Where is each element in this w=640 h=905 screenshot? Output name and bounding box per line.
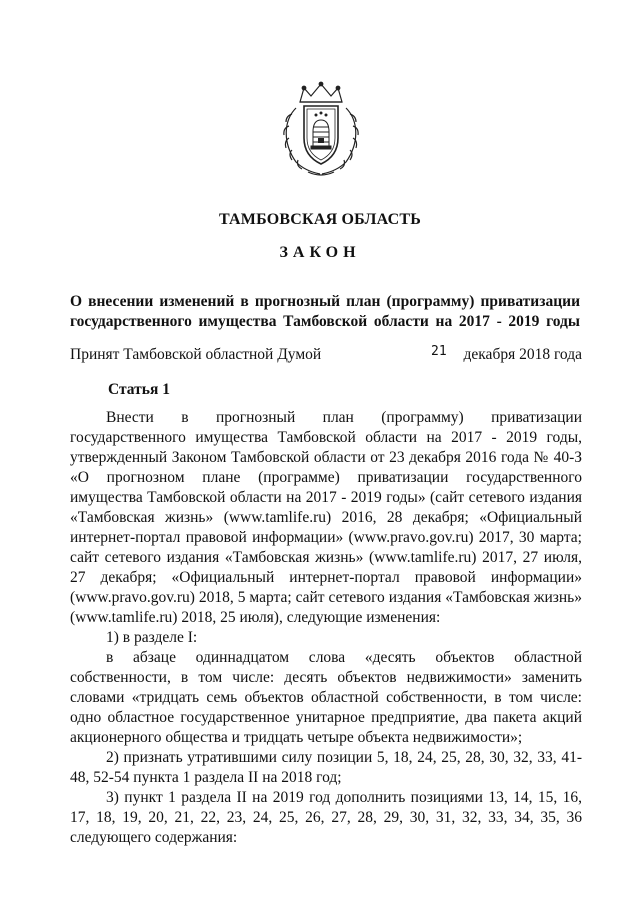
- adoption-label: Принят Тамбовской областной Думой: [70, 346, 322, 363]
- article-body: [70, 408, 582, 848]
- region-heading: ТАМБОВСКАЯ ОБЛАСТЬ: [218, 211, 422, 228]
- adoption-day: 21: [431, 344, 447, 359]
- article-paragraph: 1) в разделе I:: [106, 629, 198, 646]
- law-title: О внесении изменений в прогнозный план (программу) приватизации государственного имущества Тамбовской области на 2017 - 2019 годы: [70, 293, 580, 330]
- coat-of-arms-icon: [278, 80, 364, 178]
- document-type-heading: ЗАКОН: [279, 244, 361, 261]
- article-heading: Статья 1: [108, 381, 170, 398]
- article-paragraph: в абзаце одиннадцатом слова «десять объектов областной собственности, в том числе: десять объектов недвижимости» заменить словами «тридцать семь объектов областной собственности, в том числе: одно областное государственное унитарное предприятие, два пакета акций акционерного общества и тридцать четыре объекта недвижимости»;: [70, 649, 582, 746]
- article-paragraph: 3) пункт 1 раздела II на 2019 год дополнить позициями 13, 14, 15, 16, 17, 18, 19, 20, 21, 22, 23, 24, 25, 26, 27, 28, 29, 30, 31, 32, 33, 34, 35, 36 следующего содержания:: [70, 789, 582, 846]
- adoption-line: [70, 345, 582, 365]
- adoption-month-year: декабря 2018 года: [463, 346, 582, 363]
- article-paragraph: Внести в прогнозный план (программу) приватизации государственного имущества Тамбовской области на 2017 - 2019 годы, утвержденный Законом Тамбовской области от 23 декабря 2016 года № 40-З «О прогнозном плане (программе) приватизации государственного имущества Тамбовской области на 2017 - 2019 годы» (сайт сетевого издания «Тамбовская жизнь» (www.tamlife.ru) 2016, 28 декабря; «Официальный интернет-портал правовой информации» (www.pravo.gov.ru) 2017, 30 марта; сайт сетевого издания «Тамбовская жизнь» (www.tamlife.ru) 2017, 27 июля, 27 декабря; «Официальный интернет-портал правовой информации» (www.pravo.gov.ru) 2018, 5 марта; сайт сетевого издания «Тамбовская жизнь» (www.tamlife.ru) 2018, 25 июля), следующие изменения:: [70, 409, 582, 626]
- article-paragraph: 2) признать утратившими силу позиции 5, 18, 24, 25, 28, 30, 32, 33, 41-48, 52-54 пункта 1 раздела II на 2018 год;: [70, 749, 582, 786]
